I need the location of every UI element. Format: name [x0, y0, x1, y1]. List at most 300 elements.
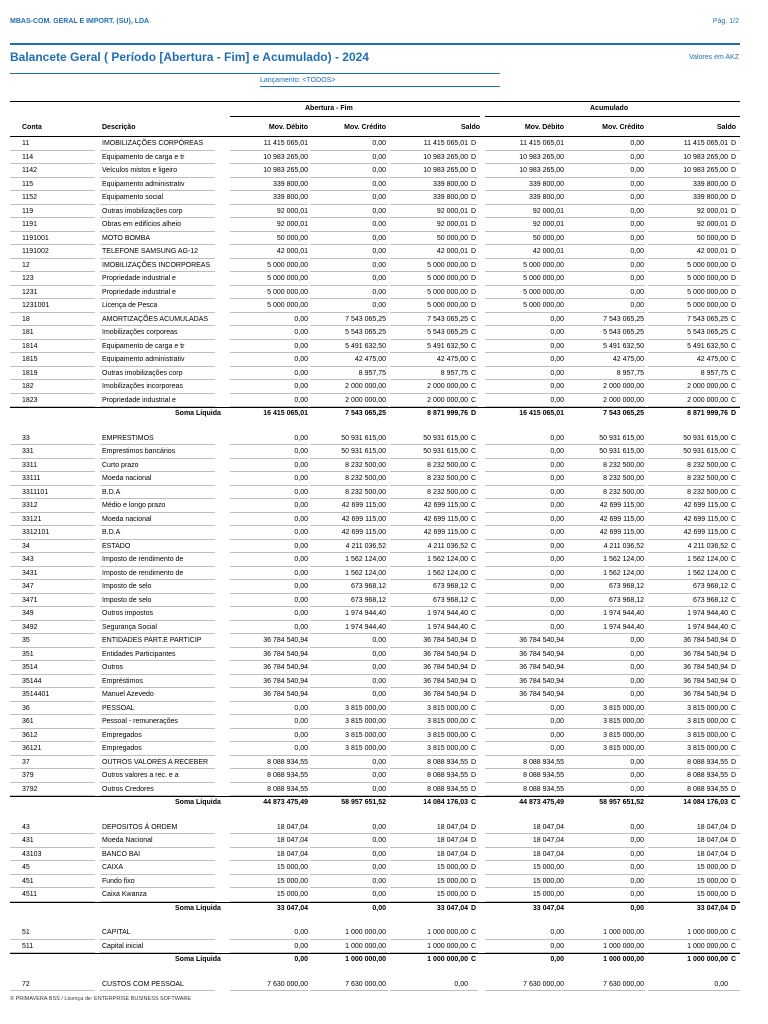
cell-descricao: Segurança Social: [102, 623, 157, 631]
cell-saldo-acum: 1 000 000,00: [687, 929, 728, 936]
cell-saldo-type: C: [471, 542, 477, 550]
cell-mov-credito: 1 562 124,00: [345, 569, 386, 577]
table-row: [0, 286, 768, 300]
cell-saldo-acum-type: C: [731, 502, 737, 509]
table-row: [0, 648, 768, 662]
cell-mov-debito-acum: 15 000,00: [532, 864, 564, 871]
cell-conta: 123: [22, 275, 34, 282]
cell-mov-debito: 8 088 934,55: [267, 772, 308, 779]
cell-saldo-acum: 1 562 124,00: [687, 569, 728, 577]
cell-descricao: B.D.A: [102, 488, 121, 496]
cell-descricao: Equipamento administrativ: [102, 356, 185, 363]
cell-mov-credito-acum: 5 491 632,50: [603, 342, 644, 350]
cell-saldo-acum: 15 000,00: [696, 864, 728, 871]
cell-conta: 33: [22, 434, 30, 442]
table-row: [0, 940, 768, 954]
cell-saldo-acum-type: C: [731, 342, 737, 350]
cell-conta: 35144: [22, 677, 42, 685]
cell-saldo-acum: 8 088 934,55: [687, 758, 728, 766]
cell-saldo-type: C: [471, 434, 477, 442]
cell-mov-debito-acum: 0,00: [550, 610, 564, 617]
cell-saldo-type: D: [471, 302, 477, 309]
cell-descricao: ESTADO: [102, 542, 131, 550]
table-row: [0, 715, 768, 729]
cell-saldo-acum-type: D: [731, 261, 737, 269]
table-row: [0, 353, 768, 367]
cell-mov-debito-acum: 5 000 000,00: [523, 288, 564, 296]
cell-saldo: 5 000 000,00: [427, 302, 468, 309]
cell-saldo-type: C: [471, 623, 477, 631]
cell-saldo-type: C: [471, 383, 477, 390]
cell-saldo-type: C: [471, 942, 477, 950]
cell-saldo: 3 815 000,00: [427, 745, 468, 752]
group-header-abertura: Abertura - Fim: [305, 105, 353, 112]
table-row: [0, 191, 768, 205]
cell-saldo-type: C: [471, 569, 477, 577]
cell-saldo-type: C: [471, 799, 477, 806]
cell-mov-credito: 5 543 065,25: [345, 329, 386, 336]
cell-saldo-type: C: [471, 461, 477, 469]
cell-mov-debito-acum: 339 800,00: [528, 180, 564, 188]
cell-mov-credito: 0,00: [372, 864, 386, 871]
cell-mov-debito: 18 047,04: [276, 837, 308, 844]
cell-conta: 1152: [22, 194, 38, 201]
table-row: [0, 459, 768, 473]
cell-saldo-acum-type: D: [731, 677, 737, 685]
cell-mov-debito-acum: 7 630 000,00: [523, 980, 564, 988]
table-row: [0, 742, 768, 756]
cell-mov-credito-acum: 0,00: [630, 248, 644, 255]
cell-saldo-acum: 2 000 000,00: [687, 383, 728, 390]
cell-saldo-acum: 3 815 000,00: [687, 718, 728, 725]
table-row: [0, 218, 768, 232]
lancamento-filter: Lançamento: <TODOS>: [260, 77, 336, 84]
cell-mov-debito: 18 047,04: [276, 823, 308, 831]
cell-saldo-type: C: [471, 731, 477, 739]
cell-mov-credito: 3 815 000,00: [345, 704, 386, 712]
cell-saldo-type: C: [471, 745, 477, 752]
cell-mov-credito-acum: 42 699 115,00: [599, 502, 644, 509]
cell-mov-credito: 0,00: [372, 904, 386, 912]
cell-mov-debito: 36 784 540,94: [263, 691, 308, 698]
cell-saldo: 36 784 540,94: [423, 664, 468, 671]
cell-saldo-type: D: [471, 261, 477, 269]
cell-conta: 451: [22, 877, 34, 885]
cell-saldo-acum: 8 088 934,55: [687, 785, 728, 793]
cell-saldo-type: C: [471, 610, 477, 617]
cell-saldo-type: C: [471, 488, 477, 496]
cell-conta: 351: [22, 650, 34, 658]
cell-descricao: Outras imobilizações corp: [102, 369, 183, 377]
cell-mov-debito: 0,00: [294, 461, 308, 469]
table-row: [0, 675, 768, 689]
cell-mov-debito: 18 047,04: [276, 850, 308, 858]
table-row: [0, 472, 768, 486]
cell-saldo: 3 815 000,00: [427, 704, 468, 712]
cell-saldo-acum-type: D: [731, 153, 737, 161]
cell-mov-debito-acum: 0,00: [550, 556, 564, 563]
cell-mov-credito: 0,00: [372, 221, 386, 228]
cell-saldo-type: D: [471, 153, 477, 161]
cell-saldo: 339 800,00: [432, 194, 468, 201]
cell-descricao: Equipamento administrativ: [102, 180, 185, 188]
cell-saldo-type: C: [471, 929, 477, 936]
cell-saldo-acum: 5 000 000,00: [687, 302, 728, 309]
cell-mov-debito: 0,00: [294, 596, 308, 604]
cell-saldo-acum: 18 047,04: [696, 837, 728, 844]
cell-saldo-type: D: [471, 288, 477, 296]
table-row: [0, 756, 768, 770]
table-row: [0, 688, 768, 702]
cell-mov-credito-acum: 7 543 065,25: [603, 410, 644, 417]
cell-mov-credito-acum: 2 000 000,00: [603, 396, 644, 404]
cell-saldo-acum-type: D: [731, 275, 737, 282]
cell-conta: 379: [22, 772, 34, 779]
cell-descricao: Curto prazo: [102, 461, 139, 469]
cell-saldo-acum: 42 699 115,00: [683, 515, 728, 523]
cell-saldo-acum: 673 968,12: [692, 583, 728, 590]
cell-conta: 1191001: [22, 234, 49, 242]
cell-mov-debito-acum: 5 000 000,00: [523, 275, 564, 282]
cell-mov-credito: 0,00: [372, 167, 386, 174]
cell-conta: 51: [22, 929, 30, 936]
table-row: [0, 137, 768, 151]
cell-saldo-acum-type: C: [731, 610, 737, 617]
cell-mov-debito-acum: 36 784 540,94: [519, 650, 564, 658]
cell-mov-credito-acum: 1 000 000,00: [603, 929, 644, 936]
cell-saldo-acum: 92 000,01: [696, 207, 728, 215]
cell-saldo-acum-type: D: [731, 234, 737, 242]
cell-saldo-type: D: [471, 194, 477, 201]
table-row: [0, 367, 768, 381]
cell-mov-debito: 0,00: [294, 448, 308, 455]
cell-descricao: Imposto de rendimento de: [102, 569, 184, 577]
cell-mov-credito: 1 974 944,40: [345, 623, 386, 631]
cell-saldo-acum-type: C: [731, 556, 737, 563]
cell-conta: 72: [22, 980, 30, 988]
cell-mov-debito: 0,00: [294, 315, 308, 323]
table-row: [0, 861, 768, 875]
cell-saldo-acum: 1 974 944,40: [687, 623, 728, 631]
cell-mov-debito-acum: 0,00: [550, 569, 564, 577]
cell-mov-debito: 15 000,00: [276, 864, 308, 871]
cell-mov-debito-acum: 0,00: [550, 329, 564, 336]
cell-mov-credito: 0,00: [372, 153, 386, 161]
cell-conta: 511: [22, 942, 34, 950]
cell-saldo-type: C: [471, 515, 477, 523]
cell-mov-debito: 0,00: [294, 383, 308, 390]
cell-descricao: Empregados: [102, 731, 142, 739]
cell-saldo: 50 931 615,00: [423, 434, 468, 442]
table-spacer: [0, 421, 768, 432]
cell-conta: 1191: [22, 221, 38, 228]
cell-saldo-acum-type: C: [731, 488, 737, 496]
table-row: [0, 245, 768, 259]
cell-mov-debito: 0,00: [294, 396, 308, 404]
table-row: [0, 394, 768, 408]
cell-conta: 1815: [22, 356, 38, 363]
cell-saldo-type: D: [471, 891, 477, 898]
cell-saldo-acum: 5 543 065,25: [687, 329, 728, 336]
cell-saldo-acum: 1 974 944,40: [687, 610, 728, 617]
table-row: [0, 432, 768, 446]
cell-mov-debito: 16 415 065,01: [263, 410, 308, 417]
cell-saldo-type: D: [471, 677, 477, 685]
cell-saldo-acum-type: D: [731, 758, 737, 766]
cell-saldo: 50 000,00: [436, 234, 468, 242]
cell-mov-credito-acum: 0,00: [630, 234, 644, 242]
table-row: [0, 661, 768, 675]
cell-saldo-acum-type: C: [731, 369, 737, 377]
cell-descricao: Propriedade industrial e: [102, 396, 176, 404]
cell-saldo: 50 931 615,00: [423, 448, 468, 455]
cell-saldo-acum: 42 475,00: [696, 356, 728, 363]
cell-conta: 11: [22, 140, 30, 147]
table-row: [0, 272, 768, 286]
cell-descricao: Pessoal - remunerações: [102, 718, 178, 725]
cell-saldo: 5 543 065,25: [427, 329, 468, 336]
cell-conta: 1231001: [22, 302, 50, 309]
cell-saldo-acum-type: C: [731, 583, 737, 590]
cell-mov-debito-acum: 0,00: [550, 475, 564, 482]
cell-mov-credito: 4 211 036,52: [345, 542, 386, 550]
cell-saldo-acum: 8 232 500,00: [687, 475, 728, 482]
cell-descricao: Outros impostos: [102, 610, 153, 617]
cell-mov-credito-acum: 58 957 651,52: [599, 799, 644, 806]
cell-saldo-type: D: [471, 275, 477, 282]
cell-saldo-acum-type: C: [731, 529, 737, 536]
cell-mov-credito-acum: 42 475,00: [612, 356, 644, 363]
cell-mov-credito-acum: 0,00: [630, 194, 644, 201]
col-saldo-acum: Saldo: [716, 124, 736, 131]
cell-mov-credito: 0,00: [372, 891, 386, 898]
cell-mov-credito: 3 815 000,00: [345, 731, 386, 739]
cell-saldo: 8 088 934,55: [427, 772, 468, 779]
cell-descricao: Outros Credores: [102, 785, 154, 793]
cell-descricao: Obras em edifícios alheio: [102, 221, 181, 228]
cell-saldo: 42 699 115,00: [423, 502, 468, 509]
cell-mov-debito: 0,00: [294, 956, 308, 963]
cell-conta: 43: [22, 823, 30, 831]
cell-mov-debito: 10 983 265,00: [263, 153, 308, 161]
col-descricao: Descrição: [102, 124, 136, 131]
cell-mov-debito: 0,00: [294, 356, 308, 363]
cell-mov-credito: 0,00: [372, 180, 386, 188]
cell-saldo-acum: 339 800,00: [692, 180, 728, 188]
cell-mov-credito-acum: 673 968,12: [608, 583, 644, 590]
cell-saldo: 8 232 500,00: [427, 475, 468, 482]
cell-mov-credito-acum: 1 000 000,00: [603, 956, 644, 963]
cell-conta: 3471: [22, 596, 38, 604]
cell-mov-credito-acum: 8 232 500,00: [603, 475, 644, 482]
cell-saldo-type: C: [471, 956, 477, 963]
cell-mov-debito-acum: 0,00: [550, 356, 564, 363]
cell-descricao: Caixa Kwanza: [102, 891, 147, 898]
table-row: [0, 634, 768, 648]
cell-saldo-type: C: [471, 529, 477, 536]
cell-mov-credito-acum: 0,00: [630, 850, 644, 858]
cell-mov-debito: 36 784 540,94: [263, 677, 308, 685]
cell-mov-debito-acum: 16 415 065,01: [519, 410, 564, 417]
cell-descricao: Veículos mistos e ligeiro: [102, 167, 178, 174]
cell-saldo-acum: 42 000,01: [696, 248, 728, 255]
cell-saldo-acum: 5 491 632,50: [687, 342, 728, 350]
cell-saldo-type: C: [471, 596, 477, 604]
cell-conta: 3311101: [22, 488, 49, 496]
cell-mov-credito-acum: 1 562 124,00: [603, 569, 644, 577]
table-row: [0, 567, 768, 581]
ledger-table: [0, 137, 768, 991]
cell-saldo-acum: 5 000 000,00: [687, 275, 728, 282]
cell-mov-credito-acum: 0,00: [630, 180, 644, 188]
cell-mov-credito: 0,00: [372, 758, 386, 766]
table-row: [0, 621, 768, 635]
cell-mov-debito: 15 000,00: [276, 877, 308, 885]
cell-saldo-acum: 7 543 065,25: [687, 315, 728, 323]
cell-mov-credito-acum: 5 543 065,25: [603, 329, 644, 336]
cell-saldo: 15 000,00: [436, 877, 468, 885]
table-spacer: [0, 915, 768, 926]
cell-saldo: 10 983 265,00: [423, 167, 468, 174]
cell-saldo: 11 415 065,01: [423, 140, 468, 147]
cell-mov-credito: 58 957 651,52: [341, 799, 386, 806]
cell-saldo-acum-type: D: [731, 194, 737, 201]
table-spacer: [0, 967, 768, 978]
cell-saldo-acum: 36 784 540,94: [683, 637, 728, 644]
cell-saldo: 8 088 934,55: [427, 758, 468, 766]
cell-mov-credito: 673 968,12: [350, 596, 386, 604]
cell-conta: 36: [22, 704, 30, 712]
cell-mov-credito: 8 957,75: [358, 369, 386, 377]
cell-saldo-acum-type: C: [731, 329, 737, 336]
cell-mov-credito: 42 699 115,00: [341, 529, 386, 536]
cell-saldo-acum-type: D: [731, 410, 737, 417]
cell-mov-debito: 50 000,00: [276, 234, 308, 242]
cell-saldo-type: C: [471, 396, 477, 404]
cell-saldo-acum-type: D: [731, 207, 737, 215]
cell-descricao: ENTIDADES PART.E PARTICIP: [102, 637, 202, 644]
cell-saldo-acum: 36 784 540,94: [683, 664, 728, 671]
cell-mov-credito: 673 968,12: [350, 583, 386, 590]
cell-saldo: 42 475,00: [436, 356, 468, 363]
cell-mov-debito-acum: 42 000,01: [532, 248, 564, 255]
cell-saldo-acum: 50 931 615,00: [683, 434, 728, 442]
cell-saldo-acum: 2 000 000,00: [687, 396, 728, 404]
table-row: [0, 580, 768, 594]
cell-mov-debito: 92 000,01: [276, 207, 308, 215]
cell-mov-credito-acum: 50 931 615,00: [599, 448, 644, 455]
cell-mov-debito-acum: 0,00: [550, 704, 564, 712]
table-row: [0, 151, 768, 165]
cell-mov-credito: 0,00: [372, 140, 386, 147]
cell-saldo: 18 047,04: [436, 837, 468, 844]
cell-saldo-type: D: [471, 877, 477, 885]
cell-descricao: IMOBILIZAÇÕES INCORPOREAS: [102, 261, 211, 269]
cell-descricao: BANCO BAI: [102, 850, 141, 858]
cell-descricao: Imposto de selo: [102, 583, 152, 590]
cell-descricao: TELEFONE SAMSUNG AG-12: [102, 248, 199, 255]
cell-mov-debito: 8 088 934,55: [267, 785, 308, 793]
cell-mov-debito-acum: 0,00: [550, 942, 564, 950]
cell-saldo-acum: 8 871 999,76: [687, 410, 728, 417]
table-row: [0, 445, 768, 459]
cell-mov-debito-acum: 0,00: [550, 745, 564, 752]
cell-mov-credito: 50 931 615,00: [341, 448, 386, 455]
cell-mov-credito: 0,00: [372, 823, 386, 831]
cell-conta: 343: [22, 556, 34, 563]
cell-conta: 43103: [22, 850, 42, 858]
cell-mov-credito-acum: 8 232 500,00: [603, 461, 644, 469]
cell-saldo: 7 543 065,25: [427, 315, 468, 323]
cell-conta: 119: [22, 207, 34, 215]
cell-mov-credito-acum: 673 968,12: [608, 596, 644, 604]
cell-saldo-type: C: [471, 583, 477, 590]
cell-mov-debito: 0,00: [294, 369, 308, 377]
cell-saldo: 8 232 500,00: [427, 488, 468, 496]
cell-saldo-type: D: [471, 140, 477, 147]
cell-mov-credito: 8 232 500,00: [345, 461, 386, 469]
cell-saldo: 0,00: [454, 980, 468, 988]
cell-descricao: Equipamento social: [102, 194, 164, 201]
cell-saldo-acum-type: C: [731, 956, 737, 963]
sum-label: Soma Líquida: [175, 904, 221, 912]
cell-saldo-acum-type: D: [731, 167, 737, 174]
cell-conta: 331: [22, 448, 34, 455]
cell-mov-debito-acum: 0,00: [550, 488, 564, 496]
cell-mov-credito: 42 475,00: [354, 356, 386, 363]
cell-mov-debito: 33 047,04: [276, 904, 308, 912]
cell-descricao: CAPITAL: [102, 929, 131, 936]
cell-mov-credito-acum: 4 211 036,52: [603, 542, 644, 550]
cell-mov-debito: 0,00: [294, 718, 308, 725]
cell-descricao: Médio e longo prazo: [102, 502, 166, 509]
cell-mov-credito-acum: 0,00: [630, 275, 644, 282]
cell-mov-credito-acum: 3 815 000,00: [603, 704, 644, 712]
table-row: [0, 499, 768, 513]
cell-mov-debito: 36 784 540,94: [263, 637, 308, 644]
cell-saldo: 14 084 176,03: [423, 799, 468, 806]
cell-mov-credito-acum: 0,00: [630, 261, 644, 269]
cell-mov-debito-acum: 0,00: [550, 623, 564, 631]
cell-mov-debito: 5 000 000,00: [267, 261, 308, 269]
cell-mov-debito-acum: 18 047,04: [532, 823, 564, 831]
cell-saldo: 5 000 000,00: [427, 275, 468, 282]
cell-saldo-acum-type: D: [731, 140, 737, 147]
cell-saldo: 2 000 000,00: [427, 383, 468, 390]
table-row: [0, 769, 768, 783]
cell-saldo-acum-type: C: [731, 475, 737, 482]
cell-saldo-acum-type: C: [731, 942, 737, 950]
cell-saldo-type: C: [471, 475, 477, 482]
cell-mov-credito-acum: 1 974 944,40: [603, 610, 644, 617]
cell-descricao: Moeda Nacional: [102, 837, 153, 844]
cell-mov-debito: 5 000 000,00: [267, 275, 308, 282]
table-spacer: [0, 810, 768, 821]
cell-conta: 37: [22, 758, 30, 766]
cell-conta: 182: [22, 383, 34, 390]
cell-mov-debito: 0,00: [294, 583, 308, 590]
cell-descricao: PESSOAL: [102, 704, 135, 712]
cell-mov-debito: 15 000,00: [276, 891, 308, 898]
cell-saldo-type: D: [471, 850, 477, 858]
col-mov-debito-acum: Mov. Débito: [524, 124, 564, 131]
cell-mov-credito-acum: 42 699 115,00: [599, 515, 644, 523]
table-row: [0, 848, 768, 862]
cell-saldo: 42 000,01: [436, 248, 468, 255]
cell-mov-credito: 0,00: [372, 837, 386, 844]
cell-mov-debito-acum: 36 784 540,94: [519, 691, 564, 698]
col-mov-debito: Mov. Débito: [268, 124, 308, 131]
